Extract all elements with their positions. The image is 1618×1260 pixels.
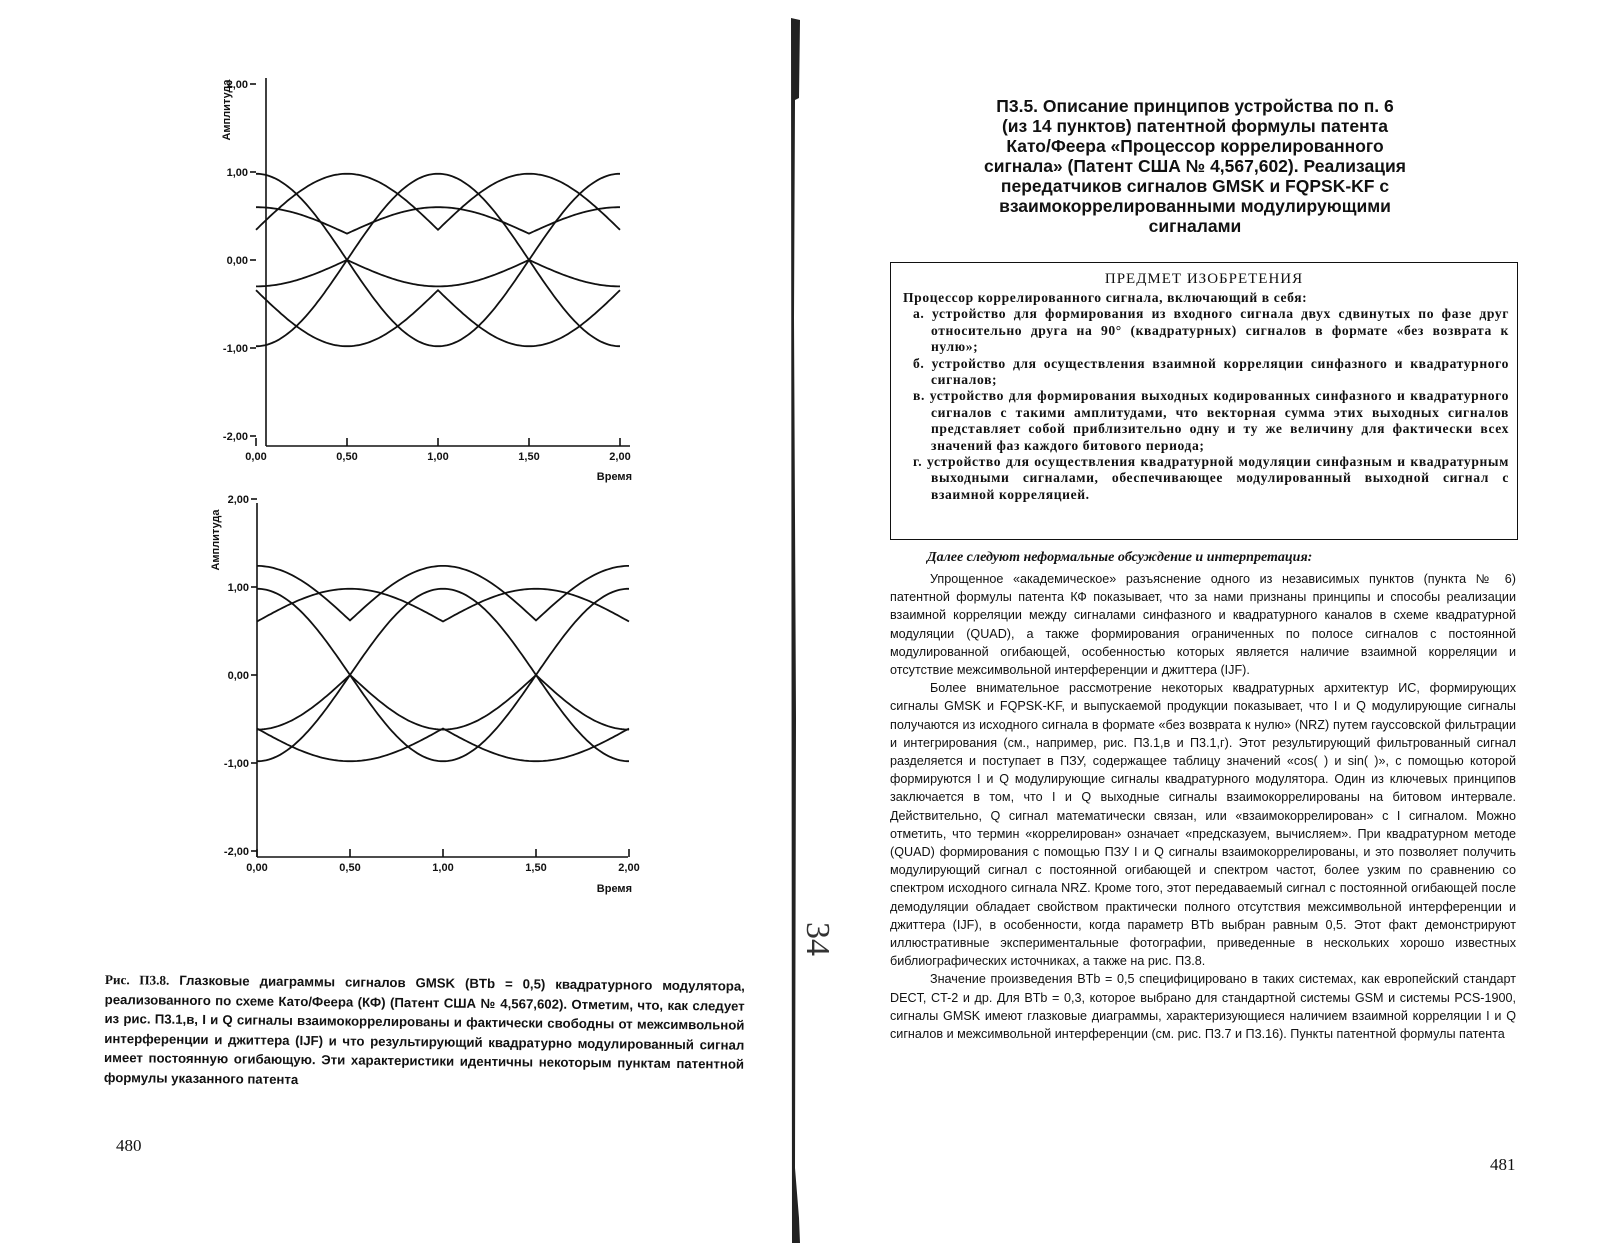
x-tick-label: 1,00	[427, 451, 449, 463]
eye-trace	[257, 675, 629, 730]
figure-caption	[104, 970, 745, 1094]
x-axis-label: Время	[596, 883, 632, 895]
y-tick-label: -1,00	[223, 758, 249, 770]
claim-item: а. устройство для формирования из входного сигнала двух сдвинутых по фазе друг относительно друга на 90° (квадратурных) сигналов в формате «без возврата к нулю»;	[913, 306, 1509, 355]
y-axis-label: Амплитуда	[210, 509, 222, 571]
discussion-heading: Далее следуют неформальные обсуждение и интерпретация:	[927, 550, 1313, 565]
left-page	[0, 0, 800, 1260]
eye-trace	[256, 174, 620, 346]
y-tick-label: 1,00	[227, 582, 249, 594]
invention-subject-box	[890, 262, 1518, 540]
y-tick-label: 0,00	[227, 670, 249, 682]
eye-trace	[256, 290, 620, 346]
x-tick-label: 1,50	[525, 862, 547, 874]
y-tick-label: -1,00	[222, 343, 248, 355]
heading-line: передатчиков сигналов GMSK и FQPSK-KF с	[1000, 176, 1390, 196]
x-tick-label: 0,50	[339, 862, 361, 874]
heading-line: П3.5. Описание принципов устройства по п. 6	[996, 96, 1394, 116]
heading-line: взаимокоррелированными модулирующими	[999, 196, 1391, 216]
y-axis-label: Амплитуда	[221, 79, 233, 141]
paragraph: Более внимательное рассмотрение некоторых квадратурных архитектур ИС, формирующих сигналы GMSK и FQPSK-KF, и выпускаемой продукции показывает, что I и Q модулирующие сигналы получаются из исходного сигнала в формате «без возврата к нулю» (NRZ) путем гауссовской фильтрации и интегрирования (см., например, рис. П3.1,в и П3.1,г). Этот результирующий фильтрованный сигнал разделяется и поступает в ПЗУ, содержащее таблицу значений «cos( ) и sin( )», с помощью которой формируются I и Q модулирующие сигналы квадратурного модулятора. Один из ключевых принципов заключается в том, что I и Q выходные сигналы взаимокоррелированы на битовом интервале. Действительно, Q сигнал математически связан, или «взаимокоррелирован» с I сигналом. Можно отметить, что термин «коррелирован» означает «предсказуем, вычисляем». При квадратурном методе (QUAD) формирования с помощью ПЗУ I и Q сигналы взаимокоррелированы, и это позволяет получить модулирующий сигнал с постоянной огибающей и спектром частот, более узким по сравнению со спектром исходного сигнала NRZ. Кроме того, этот передаваемый сигнал с постоянной огибающей после демодуляции обладает свойством практически полного отсутствия межсимвольной интерференции и джиттера (IJF), в особенности, когда параметр BTb выбран равным 0,5. Этот факт демонстрируют иллюстративные экспериментальные фотографии, приведенные в нескольких хорошо известных библиографических источниках, а также на рис. П3.8.	[890, 681, 1516, 969]
page-number-left: 480	[116, 1136, 142, 1155]
x-tick-label: 0,00	[245, 451, 267, 463]
box-body	[891, 288, 1517, 503]
body-text	[890, 570, 1516, 1043]
y-tick-label: -2,00	[223, 846, 249, 858]
page-number-right: 481	[1490, 1155, 1516, 1174]
heading-line: сигналами	[1148, 216, 1242, 236]
eye-trace	[257, 589, 629, 622]
y-tick-label: 0,00	[226, 255, 248, 267]
eye-diagram-bottom	[205, 495, 675, 925]
x-tick-label: 1,00	[432, 862, 454, 874]
eye-diagram-top	[210, 70, 670, 490]
x-tick-label: 2,00	[609, 451, 631, 463]
paragraph: Упрощенное «академическое» разъяснение одного из независимых пунктов (пункта № 6) патентной формулы патента КФ показывает, что за нами признаны принципы и способы реализации взаимной корреляции между сигналами синфазного и квадратурного каналов в схеме квадратурной модуляции (QUAD), а также формирования ограниченных по полосе сигналов с постоянной модулированной огибающей, особенностью которых является наличие взаимной корреляции и отсутствие межсимвольной интерференции и джиттера (IJF).	[890, 572, 1516, 678]
y-tick-label: 2,00	[227, 495, 249, 506]
y-tick-label: -2,00	[222, 431, 248, 443]
eye-trace	[257, 729, 629, 762]
box-title: ПРЕДМЕТ ИЗОБРЕТЕНИЯ	[1104, 271, 1304, 287]
y-tick-label: 2,00	[226, 79, 248, 91]
claim-item: б. устройство для осуществления взаимной корреляции синфазного и квадратурного сигналов;	[913, 355, 1509, 388]
claim-item: в. устройство для формирования выходных кодированных синфазного и квадратурного сигналов с такими амплитудами, что векторная сумма этих выходных сигналов представляет собой приблизительно одну и ту же величину для фактически всех значений фаз каждого битового периода;	[913, 388, 1509, 453]
heading-line: Като/Феера «Процессор коррелированного	[1006, 136, 1384, 156]
heading-line: сигнала» (Патент США № 4,567,602). Реализация	[984, 156, 1406, 176]
caption-text: Глазковые диаграммы сигналов GMSK (BTb = 0,5) квадратурного модулятора, реализованного по схеме Като/Феера (КФ) (Патент США № 4,567,602). Отметим, что, как следует из рис. П3.1,в, I и Q сигналы взаимокоррелированы и фактически свободны от межсимвольной интерференции и джиттера (IJF) и что результирующий квадратурно модулированный сигнал имеет постоянную огибающую. Эти характеристики идентичны некоторым пунктам патентной формулы указанного патента	[103, 972, 745, 1087]
caption-lead: Рис. П3.8.	[104, 971, 170, 988]
eye-trace	[257, 589, 629, 761]
eye-trace	[256, 260, 620, 286]
claim-item: г. устройство для осуществления квадратурной модуляции синфазным и квадратурным выходными сигналами, обеспечивающее модулированный выходной сигнал с взаимной корреляцией.	[913, 454, 1509, 502]
eye-diagram-top-svg	[210, 70, 670, 490]
eye-diagram-bottom-svg	[205, 495, 675, 925]
heading-line: (из 14 пунктов) патентной формулы патента	[1001, 116, 1389, 136]
box-intro: Процессор коррелированного сигнала, включающий в себя:	[903, 290, 1308, 305]
paragraph: Значение произведения BTb = 0,5 специфицировано в таких системах, как европейский стандарт DECT, CT-2 и др. Для BTb = 0,3, которое выбрано для стандартной системы GSM и системы PCS-1900, сигналы GMSK имеют глазковые диаграммы, характеризующиеся наличием взаимной корреляции I и Q сигналов и межсимвольной интерференции (см. рис. П3.7 и П3.16). Пункты патентной формулы патента	[890, 972, 1516, 1042]
y-tick-label: 1,00	[226, 167, 248, 179]
x-tick-label: 1,50	[518, 451, 540, 463]
book-binding	[788, 18, 802, 1243]
eye-trace	[257, 566, 629, 621]
x-tick-label: 0,00	[246, 862, 268, 874]
x-axis-label: Время	[596, 471, 632, 483]
eye-trace	[256, 174, 620, 230]
margin-handwritten-mark: 34	[799, 922, 836, 956]
eye-trace	[256, 174, 620, 346]
eye-trace	[257, 589, 629, 761]
x-tick-label: 0,50	[336, 451, 358, 463]
section-heading	[905, 96, 1485, 236]
x-tick-label: 2,00	[618, 862, 640, 874]
